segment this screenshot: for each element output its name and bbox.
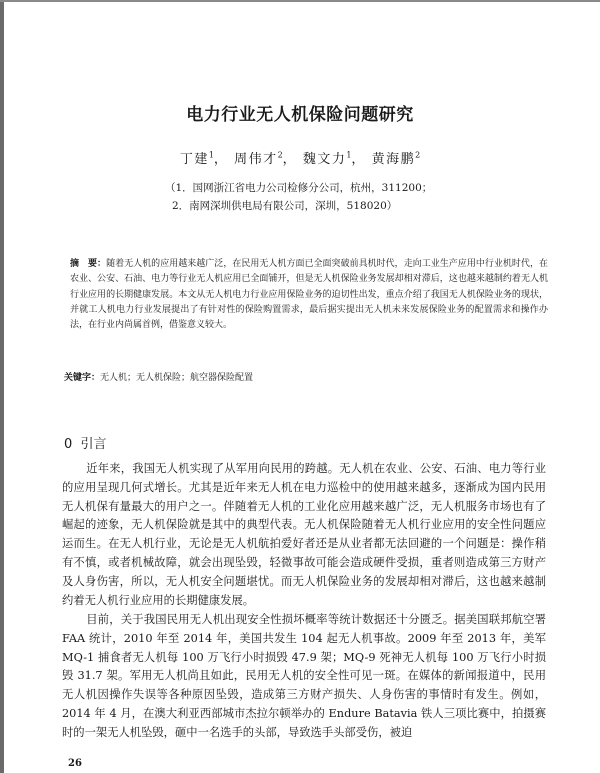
body-paragraph-2: 目前，关于我国民用无人机出现安全性损坏概率等统计数据还十分匮乏。据美国联邦航空署 FAA 统计，2010 年至 2014 年，美国共发生 104 起无人机事故。2009 年至 2013 年，美军 MQ-1 捕食者无人机每 100 万飞行小时损毁 47.9 架；MQ-9 死神无人机每 100 万飞行小时损毁 31.7 架。军用无人机尚且如此，民用无人机的安全性可见一斑。在媒体的新闻报道中，民用无人机因操作失误等各种原因坠毁，造成第三方财产损失、人身伤害的事情时有发生。例如，2014 年 4 月，在澳大利亚西部城市杰拉尔顿举办的 Endure Batavia 铁人三项比赛中，拍摄赛时的一架无人机坠毁，砸中一名选手的头部，导致选手头部受伤，被迫 [62,613,546,739]
paper-title: 电力行业无人机保险问题研究 [186,105,414,125]
author-3: 魏文力$^1$ [302,150,352,167]
abstract-label: 摘 要： [70,259,107,269]
author-1: 丁建$^1$ [179,150,214,167]
affiliation-1: （1．国网浙江省电力公司检修分公司，杭州，311200； [165,182,433,194]
author-4: 黄海鹏$^2$ [371,150,421,167]
page-number: 26 [68,758,82,769]
author-list: 丁建$^1$， 周伟才$^2$， 魏文力$^1$， 黄海鹏$^2$ [179,150,421,167]
body-paragraph-1: 近年来，我国无人机实现了从军用向民用的跨越。无人机在农业、公安、石油、电力等行业的应用呈现几何式增长。尤其是近年来无人机在电力巡检中的使用越来越多，逐渐成为国内民用无人机保有量最大的用户之一。伴随着无人机的工业化应用越来越广泛，无人机服务市场也有了崛起的迹象，无人机保险就是其中的典型代表。无人机保险随着无人机行业应用的安全性问题应运而生。在无人机行业，无论是无人机航拍爱好者还是从业者都无法回避的一个问题是：操作稍有不慎，或者机械故障，就会出现坠毁，轻微事故可能会造成硬件受损，重者则造成第三方财产及人身伤害，所以，无人机安全问题堪忧。而无人机保险业务的发展却相对滞后，这也越来越制约着无人机行业应用的长期健康发展。 [62,462,546,607]
abstract-text: 随着无人机的应用越来越广泛，在民用无人机方面已全面突破前具机时代，走向工业生产应用中行业机时代，在农业、公安、石油、电力等行业无人机应用已全面铺开，但是无人机保险业务发展却相对滞后，这也越来越制约着无人机行业应用的长期健康发展。本文从无人机电力行业应用保险业务的迫切性出发，重点介绍了我国无人机保险业务的现状，并就工人机电力行业发展提出了有针对性的保险购置需求，最后据实提出无人机未来发展保险业务的配置需求和操作办法，在行业内尚属首例，借鉴意义较大。 [70,259,548,331]
keywords-label: 关键字： [64,373,101,383]
affiliation-2: 2．南网深圳供电局有限公司，深圳，518020） [172,200,398,212]
keywords-text: 无人机；无人机保险；航空器保险配置 [100,373,254,383]
section-number: 0 [64,437,73,452]
author-2: 周伟才$^2$ [234,150,283,167]
section-title: 引言 [80,437,107,452]
keywords [64,370,544,383]
scan-edge-top [0,0,600,2]
abstract [70,257,548,333]
section-heading [64,433,107,452]
